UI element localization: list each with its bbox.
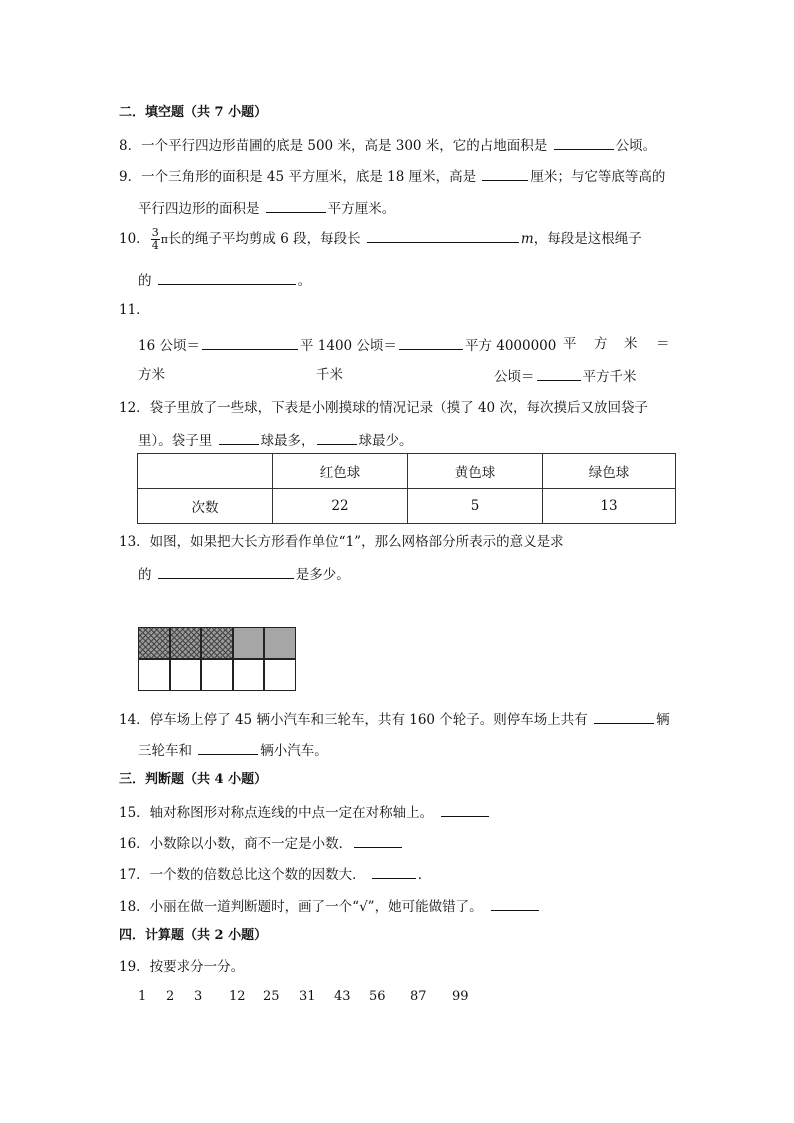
number-item: 56 [369, 989, 386, 1004]
table-header-green: 绿色球 [543, 454, 676, 489]
question-11-row1 [138, 335, 556, 355]
table-row-label: 次数 [138, 489, 273, 524]
q18-text: 18．小丽在做一道判断题时，画了一个“√”，她可能做错了。 [119, 899, 483, 915]
q11-hectare-16: 16 公顷＝ [138, 338, 200, 354]
q10-text: 长的绳子平均剪成 6 段，每段长 [167, 231, 365, 247]
question-10-line2 [138, 270, 311, 290]
q11-row1-mi: 米 [624, 336, 638, 352]
question-8 [119, 135, 656, 155]
q10-number: 10． [119, 231, 150, 247]
q13-text: 的 [138, 567, 156, 583]
number-item: 87 [410, 989, 427, 1004]
q10-unit: m [520, 231, 534, 247]
number-item: 31 [299, 989, 316, 1004]
q10-pi: π [160, 233, 168, 246]
grid-cell-empty [264, 659, 296, 691]
number-item: 2 [166, 989, 175, 1004]
question-19: 19．按要求分一分。 [119, 959, 245, 975]
q9-line2-text: 平行四边形的面积是 [138, 201, 264, 217]
table-cell-red: 22 [273, 489, 408, 524]
q12-most-blank[interactable] [219, 430, 259, 445]
table-header-empty [138, 454, 273, 489]
q10-line2-text: 的 [138, 273, 156, 289]
q12-text-least: 球最少。 [358, 433, 413, 449]
grid-cell-empty [138, 659, 170, 691]
table-header-yellow: 黄色球 [408, 454, 543, 489]
number-item: 3 [194, 989, 203, 1004]
q12-text: 里）。袋子里 [138, 433, 217, 449]
section-title-true-false: 三．判断题（共 4 小题） [119, 772, 268, 787]
number-item: 25 [263, 989, 280, 1004]
question-15 [119, 802, 491, 822]
q18-answer-blank[interactable] [491, 896, 539, 911]
number-item: 99 [452, 989, 469, 1004]
number-item: 1 [138, 989, 147, 1004]
q17-answer-blank[interactable] [372, 864, 416, 879]
q11-blank-2[interactable] [399, 335, 463, 350]
q13-text-end: 是多少。 [295, 567, 350, 583]
q9-height-blank[interactable] [482, 166, 528, 181]
question-16 [119, 833, 404, 853]
q12-least-blank[interactable] [317, 430, 357, 445]
q11-row2-hectare: 公顷＝ [494, 369, 535, 385]
rectangle-grid-diagram [138, 627, 296, 691]
question-12-line1: 12．袋子里放了一些球，下表是小刚摸球的情况记录（摸了 40 次，每次摸后又放回袋子 [119, 400, 648, 416]
q11-row2-sqkm: 平方千米 [582, 369, 637, 385]
q11-row1-ping: 平 [563, 336, 577, 352]
q12-text-most: 球最多， [260, 433, 315, 449]
grid-cell-empty [201, 659, 233, 691]
q14-car-blank[interactable] [198, 740, 258, 755]
q11-row1-equals: ＝ [656, 336, 670, 352]
question-17 [119, 864, 431, 884]
question-9-line1 [119, 166, 665, 186]
question-12-line2 [138, 430, 413, 450]
q15-answer-blank[interactable] [441, 802, 489, 817]
q14-text: 14．停车场上停了 45 辆小汽车和三轮车，共有 160 个轮子。则停车场上共有 [119, 712, 593, 728]
q14-tricycle-blank[interactable] [594, 709, 654, 724]
q11-sqm-4000000: 平方 4000000 [464, 338, 557, 354]
q11-hectare-1400: 平 1400 公顷＝ [299, 338, 397, 354]
q10-fraction-blank[interactable] [158, 270, 296, 285]
table-row [138, 489, 676, 524]
question-14-line1 [119, 709, 670, 729]
q8-answer-blank[interactable] [554, 135, 614, 150]
q16-text: 16．小数除以小数，商不一定是小数． [119, 836, 353, 852]
q17-text: 17．一个数的倍数总比这个数的因数大． [119, 867, 366, 883]
number-item: 43 [334, 989, 351, 1004]
grid-cell-shaded [233, 627, 265, 659]
table-header-row [138, 454, 676, 489]
q10-length-blank[interactable] [367, 228, 519, 243]
q15-text: 15．轴对称图形对称点连线的中点一定在对称轴上。 [119, 805, 434, 821]
q10-fraction-numerator: 3 [151, 226, 159, 239]
grid-cell-empty [170, 659, 202, 691]
q11-blank-4[interactable] [537, 366, 581, 381]
q9-line2-unit: 平方厘米。 [327, 201, 396, 217]
q14-line2-end: 辆小汽车。 [260, 743, 328, 759]
q10-fraction [151, 227, 160, 252]
grid-cell-empty [233, 659, 265, 691]
q10-fraction-denominator: 4 [151, 239, 159, 252]
q8-text: 8．一个平行四边形苗圃的底是 500 米，高是 300 米，它的占地面积是 [119, 138, 552, 154]
table-cell-yellow: 5 [408, 489, 543, 524]
q11-blank-1[interactable] [202, 335, 298, 350]
q8-unit: 公顷。 [615, 138, 657, 154]
section-title-fill-in: 二．填空题（共 7 小题） [119, 105, 268, 120]
q14-line2-text: 三轮车和 [138, 743, 197, 759]
grid-cell-hatched [201, 627, 233, 659]
q11-row1-fang: 方 [594, 336, 608, 352]
section-title-calculation: 四．计算题（共 2 小题） [119, 928, 268, 943]
question-18 [119, 896, 541, 916]
q9-area-blank[interactable] [266, 198, 326, 213]
question-11-number: 11． [119, 302, 150, 318]
q10-text-b: ，每段是这根绳子 [533, 231, 642, 247]
grid-cell-shaded [264, 627, 296, 659]
q9-text-b: 厘米；与它等底等高的 [530, 169, 666, 185]
q10-line2-end: 。 [297, 273, 312, 289]
q16-answer-blank[interactable] [354, 833, 402, 848]
question-10-line1 [119, 226, 642, 253]
q11-row2-qianmi: 千米 [316, 367, 343, 383]
ball-record-table [137, 453, 676, 524]
table-cell-green: 13 [543, 489, 676, 524]
q14-text-b: 辆 [656, 712, 670, 728]
grid-cell-hatched [170, 627, 202, 659]
question-13-line1: 13．如图，如果把大长方形看作单位“1”，那么网格部分所表示的意义是求 [119, 534, 564, 550]
table-header-red: 红色球 [273, 454, 408, 489]
question-9-line2 [138, 198, 395, 218]
q11-row2-part [494, 366, 637, 386]
q9-text: 9．一个三角形的面积是 45 平方厘米，底是 18 厘米，高是 [119, 169, 481, 185]
number-item: 12 [229, 989, 246, 1004]
question-14-line2 [138, 740, 328, 760]
q17-end: ． [417, 867, 432, 883]
q13-answer-blank[interactable] [158, 564, 294, 579]
grid-cell-hatched [138, 627, 170, 659]
q11-row2-fangmi: 方米 [138, 367, 165, 383]
question-13-line2 [138, 564, 350, 584]
